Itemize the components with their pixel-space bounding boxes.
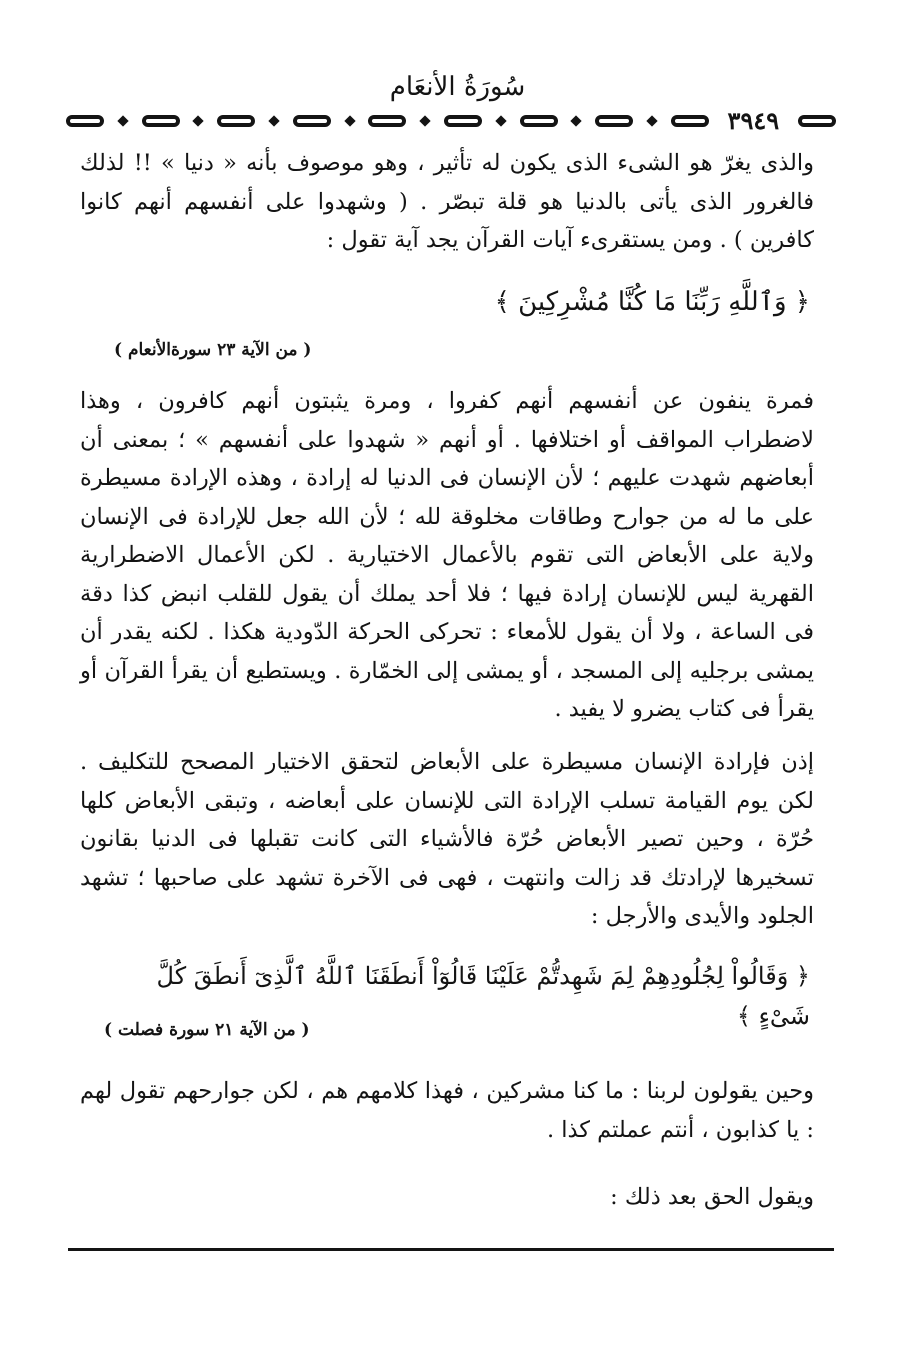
paragraph-5: ويقول الحق بعد ذلك : — [610, 1184, 814, 1210]
ornament-oval — [217, 115, 255, 127]
ornament-dot — [268, 115, 279, 126]
paragraph-2: فمرة ينفون عن أنفسهم أنهم كفروا ، ومرة يثبتون أنهم كافرون ، وهذا لاضطراب المواقف أو اختلافها . أو أنهم « شهدوا على أنفسهم » ؛ بمعنى أن أبعاضهم شهدت عليهم ؛ لأن الإنسان فى الدنيا له إرادة ، وهذه الإرادة مسيطرة على ما له من جوارح وطاقات مخلوقة لله ؛ لأن الله جعل للإرادة فى الإنسان ولاية على الأبعاض التى تقوم بالأعمال الاختيارية . لكن الأعمال الاضطرارية القهرية ليس للإنسان إرادة فيها ؛ فلا أحد يملك أن يقول للقلب انبض كذا دقة فى الساعة ، ولا أن يقول للأمعاء : تحركى الحركة الدّودية هكذا . لكنه يقدر أن يمشى برجليه إلى المسجد ، أو يمشى إلى الخمّارة . ويستطيع أن يقرأ القرآن أو يقرأ فى كتاب يضرو لا يفيد . — [80, 388, 814, 722]
ornament-oval — [444, 115, 482, 127]
quran-verse-2: ﴿ وَقَالُواْ لِجُلُودِهِمْ لِمَ شَهِدتُّمْ عَلَيْنَا قَالُوٓاْ أَنطَقَنَا ٱللَّهُ ٱلَّذِىٓ أَنطَقَ كُلَّ شَىْءٍ ﴾ — [156, 962, 810, 1030]
bottom-rule — [68, 1248, 834, 1251]
ornament-oval — [520, 115, 558, 127]
header-ornament-band — [66, 108, 836, 134]
ornament-oval — [142, 115, 180, 127]
surah-title: سُورَةُ الأنعَام — [389, 72, 526, 102]
ornament-oval — [671, 115, 709, 127]
paragraph-4: وحين يقولون لربنا : ما كنا مشركين ، فهذا كلامهم هم ، لكن جوارحهم تقول لهم : يا كذابون ، أنتم عملتم كذا . — [80, 1078, 814, 1143]
verse-citation-2: ( من الآية ٢١ سورة فصلت ) — [104, 1020, 310, 1040]
ornament-dot — [646, 115, 657, 126]
paragraph-1: والذى يغرّ هو الشىء الذى يكون له تأثير ، وهو موصوف بأنه « دنيا » !! لذلك فالغرور الذى يأتى بالدنيا هو قلة تبصّر . ( وشهدوا على أنفسهم أنهم كانوا كافرين ) . ومن يستقرىء آيات القرآن يجد آية تقول : — [80, 150, 814, 253]
verse-citation-1: ( من الآية ٢٣ سورةالأنعام ) — [114, 340, 312, 360]
page-number: ٣٩٤٩ — [727, 106, 780, 135]
ornament-dot — [571, 115, 582, 126]
ornament-dot — [117, 115, 128, 126]
ornament-oval — [595, 115, 633, 127]
ornament-dot — [495, 115, 506, 126]
ornament-oval — [368, 115, 406, 127]
ornament-dot — [420, 115, 431, 126]
ornament-dot — [193, 115, 204, 126]
ornament-oval — [798, 115, 836, 127]
quran-verse-1: ﴿ وَٱللَّهِ رَبِّنَا مَا كُنَّا مُشْرِكِينَ ﴾ — [494, 287, 810, 317]
ornament-oval — [66, 115, 104, 127]
ornament-dot — [344, 115, 355, 126]
paragraph-3: إذن فإرادة الإنسان مسيطرة على الأبعاض لتحقق الاختيار المصحح للتكليف . لكن يوم القيامة تسلب الإرادة التى للإنسان على أبعاضه ، وتبقى الأبعاض كلها حُرّة ، وحين تصير الأبعاض حُرّة فالأشياء التى كانت تقبلها فى الدنيا بقانون تسخيرها لإرادتك قد زالت وانتهت ، فهى فى الآخرة تشهد على صاحبها ؛ تشهد الجلود والأيدى والأرجل : — [80, 749, 814, 929]
ornament-oval — [293, 115, 331, 127]
